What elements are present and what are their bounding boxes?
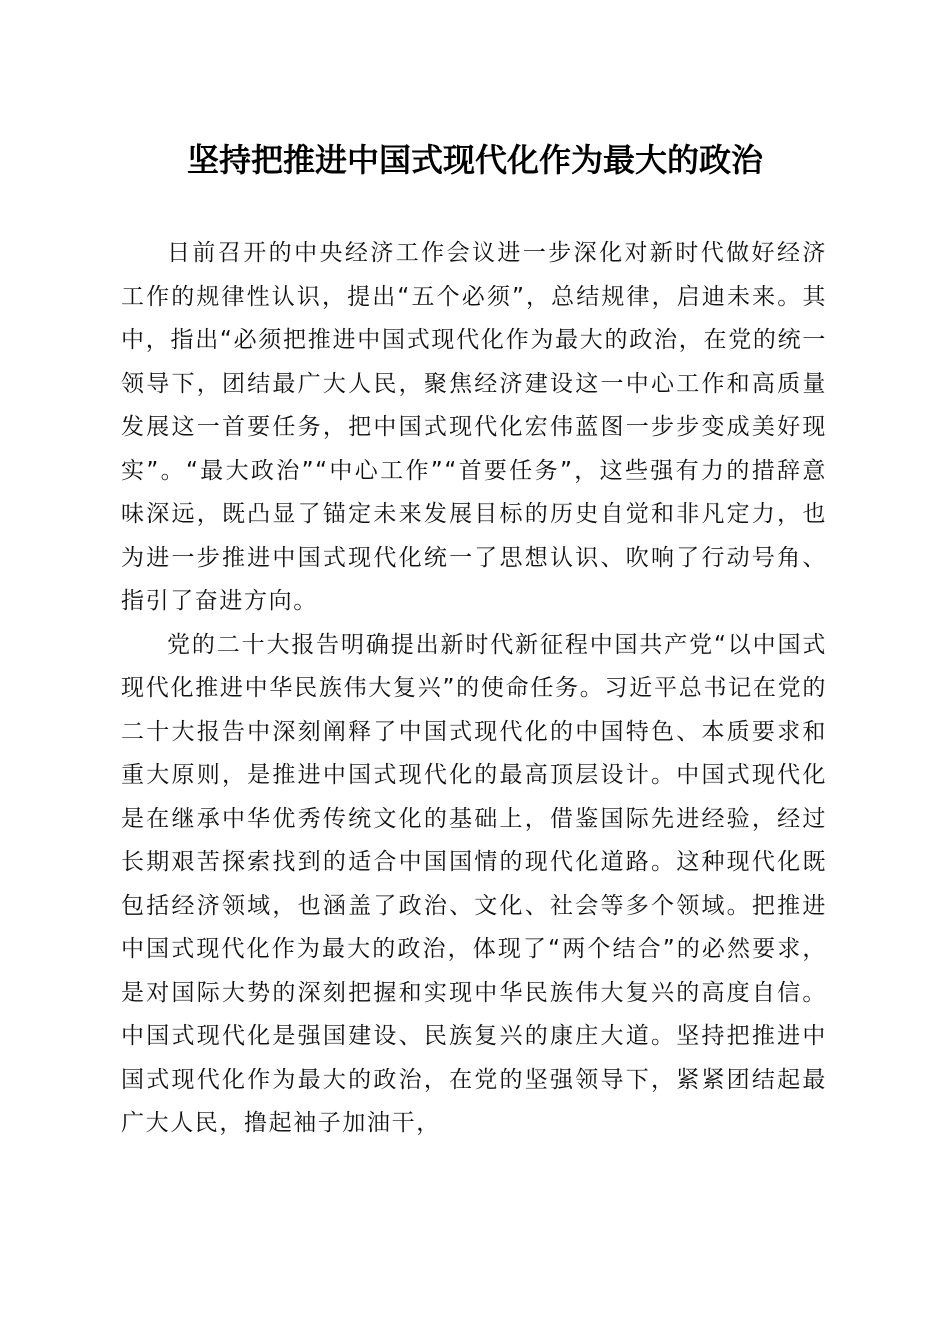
paragraph-1: 日前召开的中央经济工作会议进一步深化对新时代做好经济工作的规律性认识，提出“五个必须”，总结规律，启迪未来。其中，指出“必须把推进中国式现代化作为最大的政治，在党的统一领导下，团结最广大人民，聚焦经济建设这一中心工作和高质量发展这一首要任务，把中国式现代化宏伟蓝图一步步变成美好现实”。“最大政治”“中心工作”“首要任务”，这些强有力的措辞意味深远，既凸显了锚定未来发展目标的历史自觉和非凡定力，也为进一步推进中国式现代化统一了思想认识、吹响了行动号角、指引了奋进方向。 xyxy=(121,240,827,614)
document-title: 坚持把推进中国式现代化作为最大的政治 xyxy=(186,141,763,179)
document-body xyxy=(121,232,827,1146)
paragraph-2: 党的二十大报告明确提出新时代新征程中国共产党“以中国式现代化推进中华民族伟大复兴”的使命任务。习近平总书记在党的二十大报告中深刻阐释了中国式现代化的中国特色、本质要求和重大原则，是推进中国式现代化的最高顶层设计。中国式现代化是在继承中华优秀传统文化的基础上，借鉴国际先进经验，经过长期艰苦探索找到的适合中国国情的现代化道路。这种现代化既包括经济领域，也涵盖了政治、文化、社会等多个领域。把推进中国式现代化作为最大的政治，体现了“两个结合”的必然要求，是对国际大势的深刻把握和实现中华民族伟大复兴的高度自信。中国式现代化是强国建设、民族复兴的康庄大道。坚持把推进中国式现代化作为最大的政治，在党的坚强领导下，紧紧团结起最广大人民，撸起袖子加油干， xyxy=(121,631,827,1136)
